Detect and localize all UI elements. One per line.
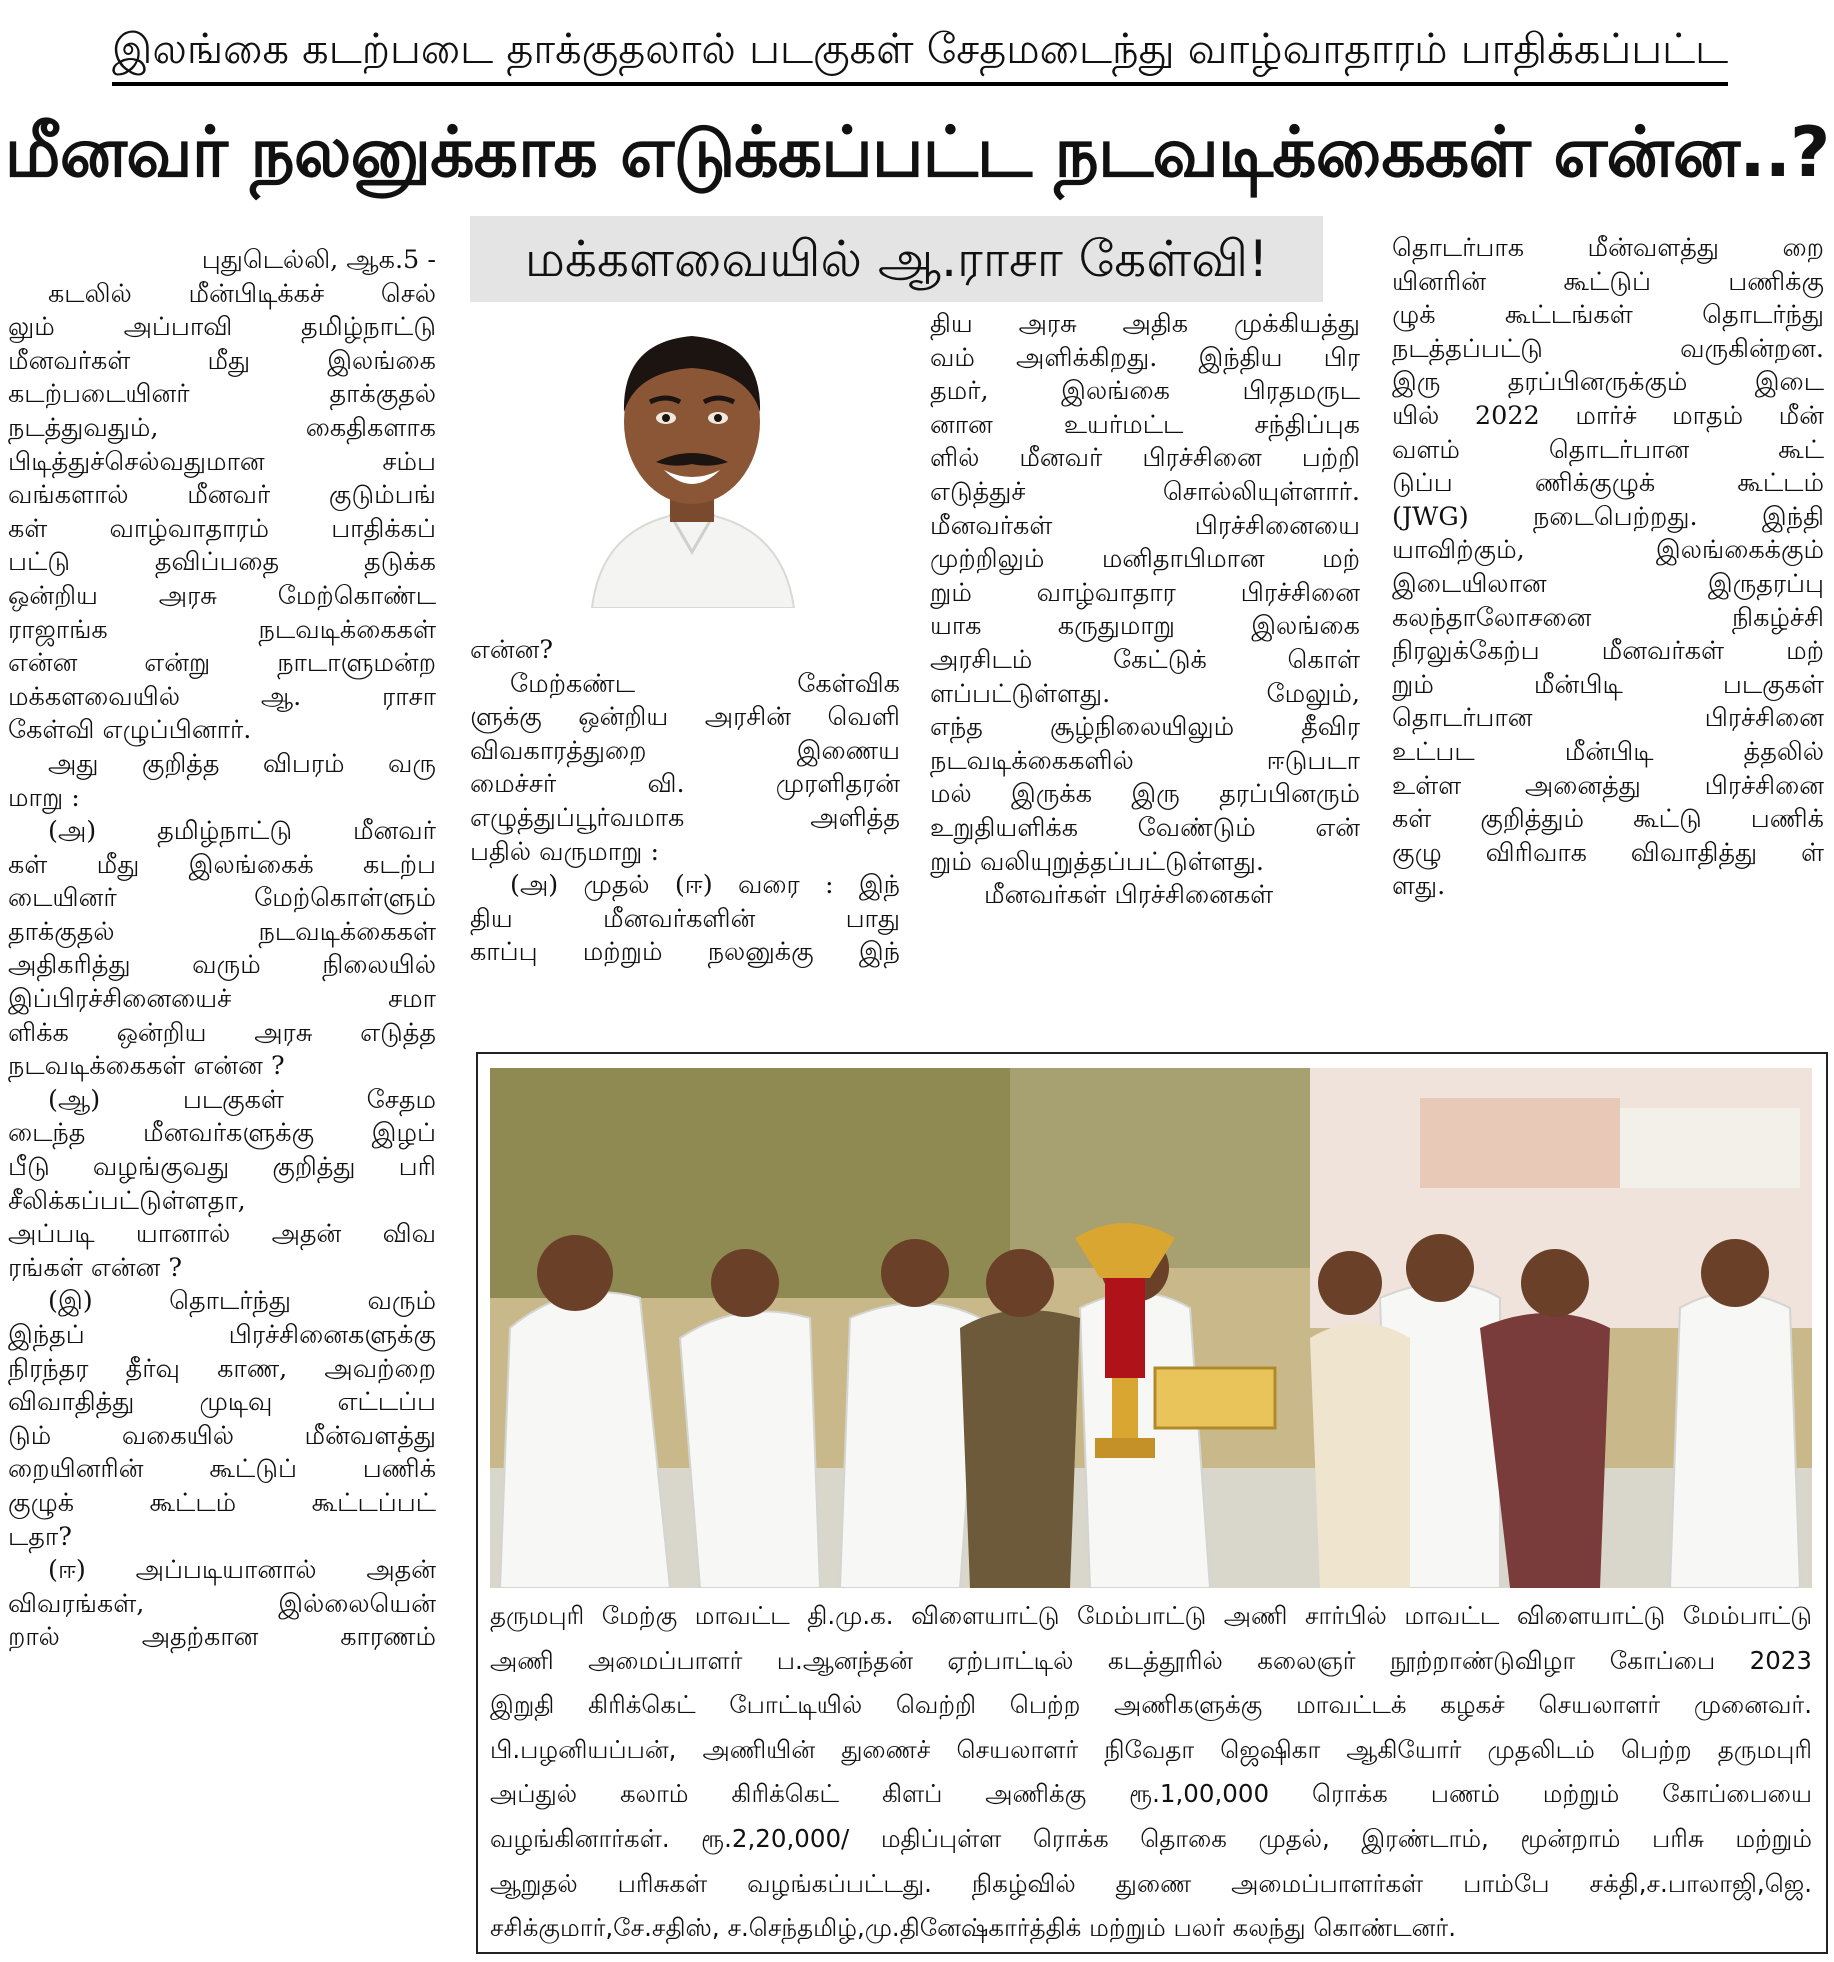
caption-line: இறுதி கிரிக்கெட் போட்டியில் வெற்றி பெற்ற அணிகளுக்கு மாவட்டக் கழகச் செயலாளர் முனைவர்.	[490, 1690, 1812, 1720]
text-line: கலந்தாலோசனை நிகழ்ச்சி	[1392, 602, 1824, 633]
article-column-3	[930, 308, 1360, 913]
text-line: உள்ள அனைத்து பிரச்சினை	[1392, 770, 1824, 801]
text-line: றும் வலியுறுத்தப்பட்டுள்ளது.	[930, 846, 1264, 877]
text-line: நடத்தப்பட்டு வருகின்றன.	[1392, 333, 1824, 364]
text-line: காப்பு மற்றும் நலனுக்கு இந்	[470, 937, 900, 968]
text-line: ளது.	[1392, 871, 1446, 902]
text-line: றும் மீன்பிடி படகுகள்	[1392, 669, 1824, 700]
kicker-underline	[112, 82, 1728, 86]
text-line: லும் அப்பாவி தமிழ்நாட்டு	[8, 312, 436, 343]
text-line: விவரங்கள், இல்லையென்	[8, 1588, 436, 1619]
text-line: பீடு வழங்குவது குறித்து பரி	[8, 1152, 436, 1183]
text-line: நிரந்தர தீர்வு காண, அவற்றை	[8, 1353, 436, 1384]
text-line: வம் அளிக்கிறது. இந்திய பிர	[930, 342, 1360, 373]
text-line: தாக்குதல் நடவடிக்கைகள்	[8, 916, 436, 947]
text-line: சீலிக்கப்பட்டுள்ளதா,	[8, 1185, 246, 1216]
text-line: யில் 2022 மார்ச் மாதம் மீன்	[1392, 400, 1824, 431]
caption-line: அப்துல் கலாம் கிரிக்கெட் கிளப் அணிக்கு ரூ.1,00,000 ரொக்க பணம் மற்றும் கோப்பையை	[490, 1779, 1812, 1809]
text-line: மைச்சர் வி. முரளிதரன்	[470, 769, 900, 800]
text-line: மேற்கண்ட கேள்விக	[510, 668, 900, 699]
caption-line: தருமபுரி மேற்கு மாவட்ட தி.மு.க. விளையாட்டு மேம்பாட்டு அணி சார்பில் மாவட்ட விளையாட்டு மேம்பாட்டு	[490, 1601, 1812, 1630]
text-line: குழு விரிவாக விவாதித்து ள்	[1392, 837, 1824, 868]
article-headline: மீனவர் நலனுக்காக எடுக்கப்பட்ட நடவடிக்கைகள் என்ன..?	[4, 112, 1830, 193]
text-line: அதிகரித்து வரும் நிலையில்	[8, 950, 436, 981]
text-line: பதில் வருமாறு :	[470, 836, 660, 867]
text-line: இந்தப் பிரச்சினைகளுக்கு	[8, 1320, 436, 1350]
text-line: கள் குறித்தும் கூட்டு பணிக்	[1392, 804, 1824, 835]
text-line: அரசிடம் கேட்டுக் கொள்	[930, 644, 1360, 675]
caption-line: பி.பழனியப்பன், அணியின் துணைச் செயலாளர் நிவேதா ஜெஷிகா ஆகியோர் முதலிடம் பெற்ற தருமபுரி	[490, 1734, 1812, 1764]
text-line: ளுக்கு ஒன்றிய அரசின் வெளி	[470, 702, 900, 733]
text-line: ழுக் கூட்டங்கள் தொடர்ந்து	[1392, 300, 1824, 331]
text-line: குழுக் கூட்டம் கூட்டப்பட்	[8, 1487, 436, 1518]
text-line: யாக கருதுமாறு இலங்கை	[930, 611, 1360, 642]
text-line: டும் வகையில் மீன்வளத்து	[8, 1420, 436, 1451]
text-line: எந்த சூழ்நிலையிலும் தீவிர	[930, 712, 1360, 743]
text-line: ஒன்றிய அரசு மேற்கொண்ட	[8, 580, 436, 611]
text-line: யினரின் கூட்டுப் பணிக்கு	[1392, 266, 1824, 297]
text-line: டையினர் மேற்கொள்ளும்	[8, 883, 436, 914]
text-line: இடையிலான இருதரப்பு	[1392, 568, 1824, 599]
text-line: மாறு :	[8, 782, 80, 813]
text-line: தொடர்பாக மீன்வளத்து றை	[1392, 233, 1824, 263]
text-line: கடற்படையினர் தாக்குதல்	[8, 379, 436, 410]
text-line: மீனவர்கள் பிரச்சினைகள்	[984, 880, 1274, 911]
text-line: தமர், இலங்கை பிரதமருட	[930, 376, 1360, 407]
text-line: டைந்த மீனவர்களுக்கு இழப்	[8, 1118, 436, 1149]
text-line: விவகாரத்துறை இணைய	[470, 735, 900, 766]
text-line: (JWG) நடைபெற்றது. இந்தி	[1392, 501, 1824, 532]
text-line: புதுடெல்லி, ஆக.5 -	[201, 245, 436, 275]
portrait-photo	[572, 302, 812, 608]
text-line: தொடர்பான பிரச்சினை	[1392, 703, 1824, 734]
text-line: இப்பிரச்சினையைச் சமா	[8, 984, 436, 1015]
text-line: அது குறித்த விபரம் வரு	[48, 748, 436, 779]
text-line: (ஈ) அப்படியானால் அதன்	[48, 1555, 436, 1586]
text-line: எடுத்துச் சொல்லியுள்ளார்.	[930, 476, 1360, 507]
text-line: மீனவர்கள் மீது இலங்கை	[8, 345, 436, 376]
text-line: கள் வாழ்வாதாரம் பாதிக்கப்	[8, 513, 436, 544]
text-line: உறுதியளிக்க வேண்டும் என்	[930, 812, 1360, 843]
text-line: ரங்கள் என்ன ?	[8, 1252, 183, 1283]
text-line: திய அரசு அதிக முக்கியத்து	[930, 309, 1360, 339]
text-line: எழுத்துப்பூர்வமாக அளித்த	[470, 802, 900, 833]
text-line: கள் மீது இலங்கைக் கடற்ப	[8, 849, 436, 880]
caption-line: சசிக்குமார்,சே.சதிஸ், ச.செந்தமிழ்,மு.தினேஷ்கார்த்திக் மற்றும் பலர் கலந்து கொண்டனர்.	[490, 1913, 1456, 1943]
photo-caption	[490, 1594, 1812, 1951]
text-line: என்ன?	[470, 635, 554, 665]
text-line: (ஆ) படகுகள் சேதம	[48, 1084, 436, 1115]
text-line: ளப்பட்டுள்ளது. மேலும்,	[930, 678, 1360, 709]
text-line: பட்டு தவிப்பதை தடுக்க	[8, 547, 436, 578]
article-kicker: இலங்கை கடற்படை தாக்குதலால் படகுகள் சேதமடைந்து வாழ்வாதாரம் பாதிக்கப்பட்ட	[112, 24, 1729, 73]
text-line: கடலில் மீன்பிடிக்கச் செல்	[48, 278, 436, 309]
text-line: நடவடிக்கைகளில் ஈடுபடா	[930, 745, 1360, 776]
article-column-1	[8, 244, 436, 1655]
text-line: மீனவர்கள் பிரச்சினையை	[930, 510, 1360, 541]
text-line: நடவடிக்கைகள் என்ன ?	[8, 1051, 285, 1082]
article-subhead: மக்களவையில் ஆ.ராசா கேள்வி!	[524, 230, 1269, 288]
text-line: வங்களால் மீனவர் குடும்பங்	[8, 480, 436, 511]
text-line: அப்படி யானால் அதன் விவ	[8, 1219, 436, 1250]
text-line: யாவிற்கும், இலங்கைக்கும்	[1392, 535, 1824, 566]
text-line: னான உயர்மட்ட சந்திப்புக	[930, 409, 1360, 440]
text-line: (அ) முதல் (ஈ) வரை : இந்	[510, 870, 900, 901]
text-line: (இ) தொடர்ந்து வரும்	[48, 1286, 436, 1317]
article-column-2	[470, 634, 900, 970]
caption-line: ஆறுதல் பரிசுகள் வழங்கப்பட்டது. நிகழ்வில் துணை அமைப்பாளர்கள் பாம்பே சக்தி,ச.பாலாஜி,ஜெ.	[490, 1868, 1812, 1898]
text-line: ளில் மீனவர் பிரச்சினை பற்றி	[930, 443, 1360, 474]
text-line: டுப்ப ணிக்குழுக் கூட்டம்	[1392, 468, 1824, 499]
text-line: திய மீனவர்களின் பாது	[470, 903, 900, 934]
text-line: முற்றிலும் மனிதாபிமான மற்	[930, 544, 1360, 575]
text-line: பிடித்துச்செல்வதுமான சம்ப	[8, 446, 436, 477]
text-line: மல் இருக்க இரு தரப்பினரும்	[930, 779, 1360, 810]
text-line: ளிக்க ஒன்றிய அரசு எடுத்த	[8, 1017, 436, 1048]
text-line: (அ) தமிழ்நாட்டு மீனவர்	[48, 816, 436, 847]
caption-line: வழங்கினார்கள். ரூ.2,20,000/ மதிப்புள்ள ரொக்க தொகை முதல், இரண்டாம், மூன்றாம் பரிசு மற்றும்	[490, 1823, 1812, 1853]
text-line: வளம் தொடர்பான கூட்	[1392, 434, 1824, 465]
article-column-4	[1392, 232, 1824, 904]
text-line: ராஜாங்க நடவடிக்கைகள்	[8, 614, 436, 645]
text-line: உட்பட மீன்பிடி த்தலில்	[1392, 736, 1824, 767]
text-line: றையினரின் கூட்டுப் பணிக்	[8, 1454, 436, 1485]
text-line: நடத்துவதும், கைதிகளாக	[8, 412, 436, 443]
text-line: மக்களவையில் ஆ. ராசா	[8, 681, 436, 712]
text-line: விவாதித்து முடிவு எட்டப்ப	[8, 1387, 436, 1418]
text-line: கேள்வி எழுப்பினார்.	[8, 715, 252, 746]
text-line: றும் வாழ்வாதார பிரச்சினை	[930, 577, 1360, 608]
text-line: டதா?	[8, 1521, 72, 1552]
text-line: நிரலுக்கேற்ப மீனவர்கள் மற்	[1392, 636, 1824, 667]
text-line: என்ன என்று நாடாளுமன்ற	[8, 648, 436, 679]
text-line: இரு தரப்பினருக்கும் இடை	[1392, 367, 1824, 398]
event-photo	[490, 1068, 1812, 1588]
caption-line: அணி அமைப்பாளர் ப.ஆனந்தன் ஏற்பாட்டில் கடத்தூரில் கலைஞர் நூற்றாண்டுவிழா கோப்பை 2023	[490, 1645, 1812, 1675]
text-line: றால் அதற்கான காரணம்	[8, 1622, 436, 1653]
